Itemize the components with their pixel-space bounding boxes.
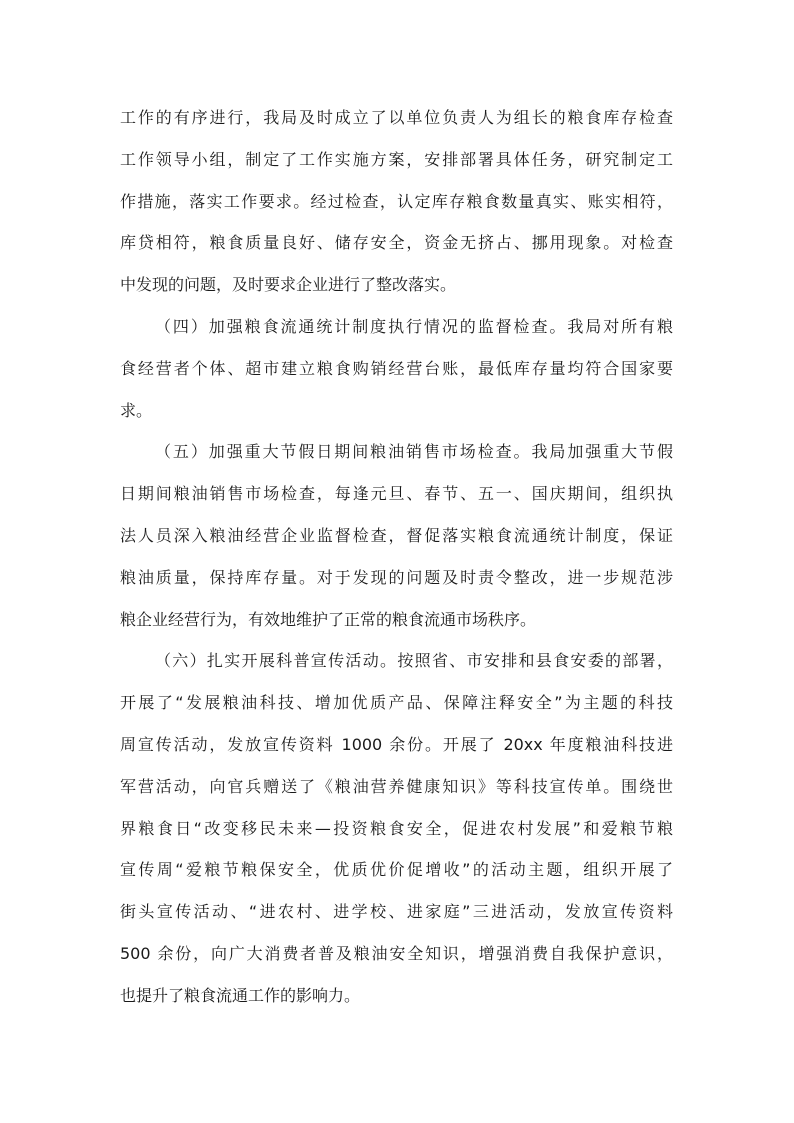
text-line: 工作领导小组，制定了工作实施方案，安排部署具体任务，研究制定工 (120, 149, 673, 169)
paragraph-section-4 (120, 306, 673, 431)
text-line: 街头宣传活动、“进农村、进学校、进家庭”三进活动，发放宣传资料 (120, 902, 673, 922)
paragraph-section-6 (120, 640, 673, 1016)
text-line: 库贷相符，粮食质量良好、储存安全，资金无挤占、挪用现象。对检查 (120, 233, 673, 253)
text-line: 工作的有序进行，我局及时成立了以单位负责人为组长的粮食库存检查 (120, 108, 673, 127)
text-line: 500 余份，向广大消费者普及粮油安全知识，增强消费自我保护意识， (120, 943, 673, 963)
paragraph-section-5 (120, 431, 673, 640)
text-line: （六）扎实开展科普宣传活动。按照省、市安排和县食安委的部署， (155, 651, 673, 671)
text-line: （四）加强粮食流通统计制度执行情况的监督检查。我局对所有粮 (155, 316, 673, 336)
body-text (120, 97, 673, 1017)
text-line: 作措施，落实工作要求。经过检查，认定库存粮食数量真实、账实相符， (120, 191, 673, 211)
text-line: 中发现的问题，及时要求企业进行了整改落实。 (120, 275, 457, 295)
paragraph-inventory-check (120, 97, 673, 306)
text-line: 开展了“发展粮油科技、增加优质产品、保障注释安全”为主题的科技 (120, 693, 673, 713)
text-line: （五）加强重大节假日期间粮油销售市场检查。我局加强重大节假 (155, 442, 673, 462)
text-line: 也提升了粮食流通工作的影响力。 (120, 985, 361, 1005)
text-line: 日期间粮油销售市场检查，每逢元旦、春节、五一、国庆期间，组织执 (120, 484, 673, 504)
text-line: 军营活动，向官兵赠送了《粮油营养健康知识》等科技宣传单。围绕世 (120, 776, 673, 796)
text-line: 求。 (120, 400, 153, 420)
text-line: 宣传周“爱粮节粮保安全，优质优价促增收”的活动主题，组织开展了 (120, 860, 673, 880)
text-line: 界粮食日“改变移民未来—投资粮食安全，促进农村发展”和爱粮节粮 (120, 818, 673, 838)
text-line: 食经营者个体、超市建立粮食购销经营台账，最低库存量均符合国家要 (120, 358, 673, 378)
text-line: 粮企业经营行为，有效地维护了正常的粮食流通市场秩序。 (120, 609, 537, 629)
text-line: 周宣传活动，发放宣传资料 1000 余份。开展了 20xx 年度粮油科技进 (120, 734, 673, 754)
text-line: 粮油质量，保持库存量。对于发现的问题及时责令整改，进一步规范涉 (120, 567, 673, 587)
text-line: 法人员深入粮油经营企业监督检查，督促落实粮食流通统计制度，保证 (120, 525, 673, 545)
